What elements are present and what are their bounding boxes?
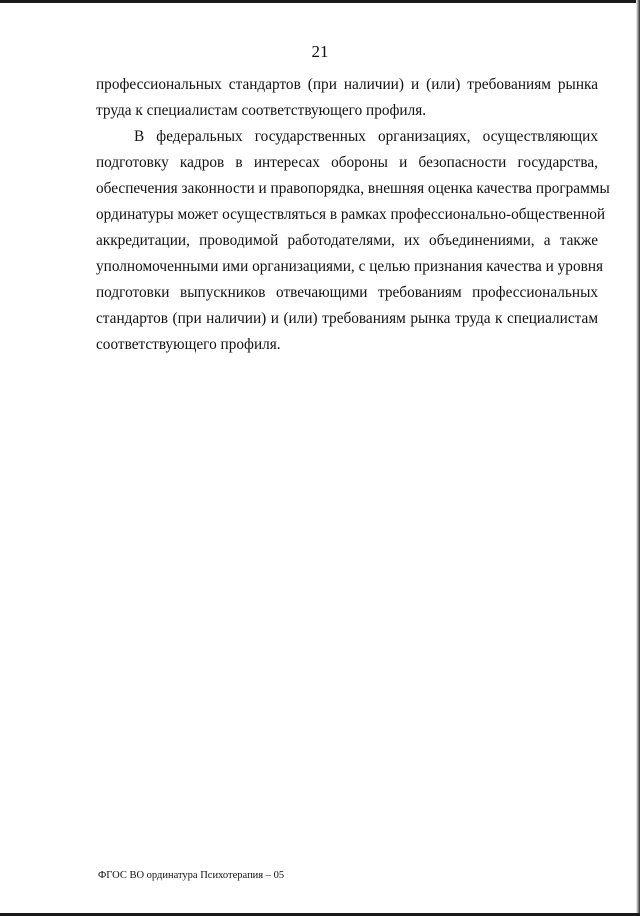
page-number: 21 [311,42,329,61]
text-line: профессиональных стандартов (при наличии) и (или) требованиям рынка [96,76,598,93]
text-line: подготовку кадров в интересах обороны и безопасности государства, [96,154,598,171]
text-line: стандартов (при наличии) и (или) требованиям рынка труда к специалистам [96,310,598,327]
page-footer: ФГОС ВО ординатура Психотерапия – 05 [98,870,285,881]
text-line: ординатуры может осуществляться в рамках профессионально-общественной [96,206,606,223]
text-line: В федеральных государственных организациях, осуществляющих [134,128,598,145]
text-line: труда к специалистам соответствующего профиля. [96,102,427,119]
scan-edge-top [0,0,640,3]
text-line: подготовки выпускников отвечающими требованиям профессиональных [96,284,598,301]
text-line: обеспечения законности и правопорядка, внешняя оценка качества программы [96,180,610,197]
scan-edge-right [636,0,640,916]
text-line: уполномоченными ими организациями, с целью признания качества и уровня [96,258,604,275]
text-line: аккредитации, проводимой работодателями, их объединениями, а также [96,232,598,249]
text-line: соответствующего профиля. [96,336,281,353]
